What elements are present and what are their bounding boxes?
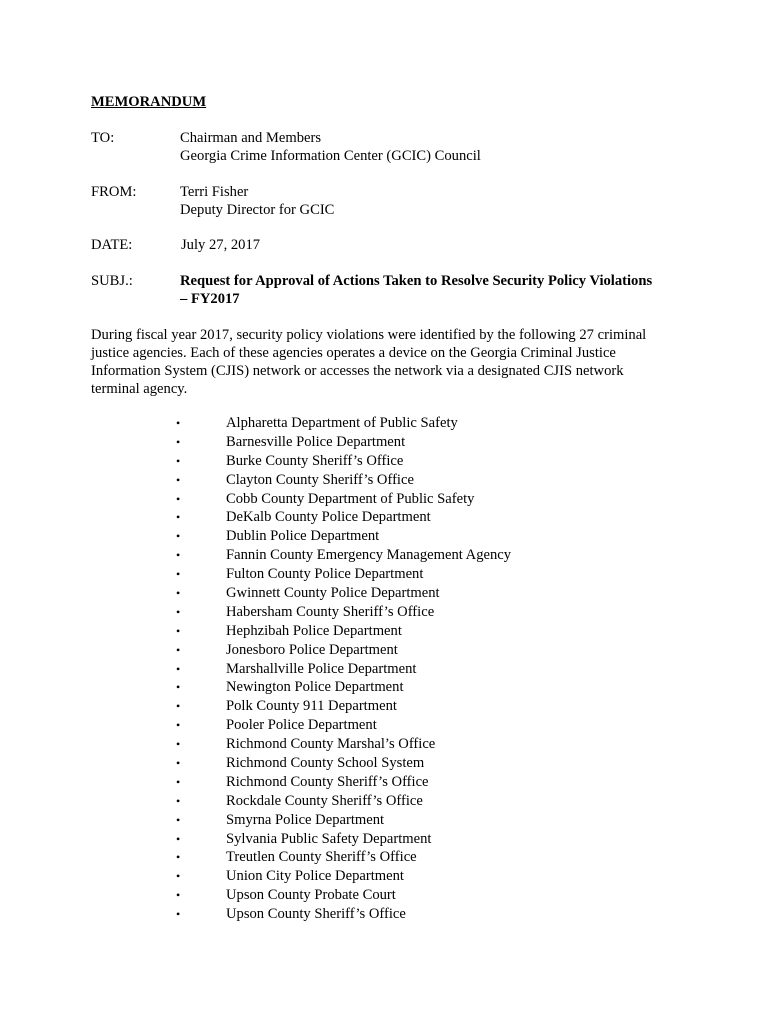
bullet-icon: • (176, 623, 181, 638)
bullet-icon: • (176, 680, 181, 695)
agency-name: Richmond County Sheriff’s Office (226, 773, 429, 790)
intro-line: terminal agency. (91, 381, 188, 397)
agency-name: Fannin County Emergency Management Agency (226, 547, 512, 564)
date-value (181, 236, 691, 254)
intro-line: During fiscal year 2017, security policy violations were identified by the following 27 criminal (91, 327, 647, 343)
from-line: Terri Fisher (180, 184, 249, 200)
bullet-icon: • (176, 869, 181, 884)
intro-line: justice agencies. Each of these agencies operates a device on the Georgia Criminal Justice (91, 345, 616, 361)
agency-name: Newington Police Department (226, 679, 404, 696)
intro-paragraph (91, 326, 686, 398)
intro-line: Information System (CJIS) network or accesses the network via a designated CJIS network (91, 363, 624, 379)
bullet-icon: • (176, 737, 181, 752)
agency-name: Hephzibah Police Department (226, 622, 402, 639)
agency-name: Smyrna Police Department (226, 811, 385, 828)
bullet-icon: • (176, 774, 181, 789)
to-line: Georgia Crime Information Center (GCIC) Council (180, 148, 481, 164)
subject-line: – FY2017 (180, 291, 240, 307)
agency-name: Rockdale County Sheriff’s Office (226, 792, 423, 809)
agency-name: Alpharetta Department of Public Safety (226, 415, 458, 431)
to-value (180, 129, 690, 165)
agency-name: Sylvania Public Safety Department (226, 830, 432, 847)
agency-name: Barnesville Police Department (226, 433, 406, 450)
agency-name: Clayton County Sheriff’s Office (226, 471, 414, 488)
bullet-icon: • (176, 718, 181, 733)
agency-name: Burke County Sheriff’s Office (226, 452, 404, 469)
bullet-icon: • (176, 510, 181, 525)
agency-name: DeKalb County Police Department (226, 509, 431, 526)
agency-name: Dublin Police Department (226, 528, 380, 545)
bullet-icon: • (176, 756, 181, 771)
bullet-icon: • (176, 529, 181, 544)
agency-name: Richmond County School System (226, 755, 425, 772)
agency-name: Jonesboro Police Department (226, 641, 398, 658)
agency-name: Fulton County Police Department (226, 566, 424, 583)
subject-value (180, 272, 690, 308)
bullet-icon: • (176, 491, 181, 506)
date-text: July 27, 2017 (181, 237, 261, 253)
to-label: TO: (91, 130, 115, 146)
bullet-icon: • (176, 472, 181, 487)
from-line: Deputy Director for GCIC (180, 202, 335, 218)
bullet-icon: • (176, 453, 181, 468)
bullet-icon: • (176, 548, 181, 563)
bullet-icon: • (176, 907, 181, 922)
bullet-icon: • (176, 793, 181, 808)
bullet-icon: • (176, 416, 181, 430)
memo-heading: MEMORANDUM (91, 94, 207, 110)
agency-name: Cobb County Department of Public Safety (226, 490, 475, 507)
bullet-icon: • (176, 567, 181, 582)
from-value (180, 183, 690, 219)
agency-name: Richmond County Marshal’s Office (226, 736, 436, 753)
agency-name: Polk County 911 Department (226, 698, 397, 715)
bullet-icon: • (176, 812, 181, 827)
agency-name: Upson County Probate Court (226, 887, 396, 904)
agency-name: Gwinnett County Police Department (226, 585, 440, 602)
bullet-icon: • (176, 434, 181, 449)
agency-name: Treutlen County Sheriff’s Office (226, 849, 417, 866)
to-line: Chairman and Members (180, 130, 322, 146)
bullet-icon: • (176, 642, 181, 657)
from-label: FROM: (91, 184, 137, 200)
agency-name: Upson County Sheriff’s Office (226, 906, 406, 923)
agency-name: Union City Police Department (226, 868, 404, 885)
bullet-icon: • (176, 888, 181, 903)
date-label: DATE: (91, 237, 133, 253)
bullet-icon: • (176, 604, 181, 619)
subject-line: Request for Approval of Actions Taken to Resolve Security Policy Violations (180, 273, 653, 289)
subject-label: SUBJ.: (91, 273, 133, 289)
bullet-icon: • (176, 850, 181, 865)
agency-name: Habersham County Sheriff’s Office (226, 603, 435, 620)
agency-name: Marshallville Police Department (226, 660, 417, 677)
bullet-icon: • (176, 699, 181, 714)
bullet-icon: • (176, 661, 181, 676)
bullet-icon: • (176, 831, 181, 846)
bullet-icon: • (176, 586, 181, 601)
agency-name: Pooler Police Department (226, 717, 377, 734)
